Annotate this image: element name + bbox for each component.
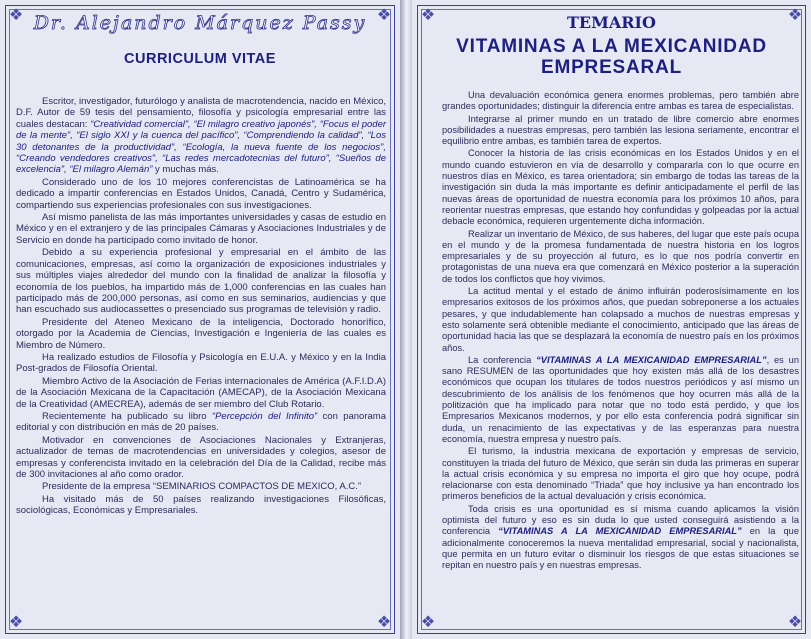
corner-ornament-icon: ❖	[376, 7, 392, 24]
cv-paragraph	[16, 411, 386, 434]
temario-paragraph: Conocer la historia de las crisis económicas en los Estados Unidos y en el mundo cuando estuvieron en vía de desarrollo y compararla con lo que ocurre en nuestros días en México, es tarea orientadora; sin embargo de todas las tareas de la investigación sin duda la más importante es definir anticipadamente el perfil de las nuevas áreas de oportunidad de nuestra economía para los próximos 10 años, para reorientar nuestras empresas, que estando hoy confundidas y golpeadas por la actual debacle económica, requieren urgentemente dicha información.	[442, 148, 799, 227]
temario-body	[442, 90, 799, 572]
cv-paragraph: Debido a su experiencia profesional y empresarial en el ámbito de las comunicaciones, empresas, así como la organización de exposiciones industriales y sus múltiples viajes alrededor del mundo con la finalidad de analizar la filosofía y economía de los pueblos, ha impartido más de 1,000 conferencias en las cuales han participado más de 200,000 personas, así como en sus seminarios, audiencias y que han escuchado sus audiocassettes o presenciado sus programas de televisión y radio.	[16, 247, 386, 316]
corner-ornament-icon: ❖	[8, 614, 24, 631]
cv-paragraph: Miembro Activo de la Asociación de Ferias internacionales de América (A.F.I.D.A) de la Asociación Mexicana de la Capacitación (AMECAP), de la Asociación Mexicana de la Creatividad (AMECREA), además de ser miembro del Club Rotario.	[16, 375, 386, 410]
temario-paragraph	[442, 355, 799, 445]
page-fold	[400, 0, 412, 639]
corner-ornament-icon: ❖	[8, 7, 24, 24]
cv-book-title: “Percepción del Infinito”	[211, 410, 318, 422]
temario-label: TEMARIO	[567, 13, 656, 32]
conference-title	[412, 36, 811, 78]
cv-intro-end: y muchas más.	[152, 164, 219, 176]
cv-paragraph: Así mismo panelista de las más importantes universidades y casas de estudio en México y en el extranjero y de las principales Cámaras y Asociaciones Industriales y de Servicio en donde ha participado como invitado de honor.	[16, 212, 386, 246]
cv-body	[16, 96, 386, 518]
p6-end: , es un sano RESUMEN de las oportunidades que hoy existen más allá de los desastres económicos que ocupan los titulares de todos nuestros periódicos y así mismo un descubrimiento de los análisis de los fenómenos que hoy ocurren más allá de la politización que ha implicado para notar que no todo está perdido, y que los Empresarios Mexicanos modernos, y por ello esta conferencia podrá significar sin duda, un renacimiento de las expectativas y de las esperanzas para nuestra economía, nuestra empresa y nuestro país.	[442, 354, 799, 444]
p8-intro: Toda crisis es una oportunidad es sí misma cuando aplicamos la visión optimista del futuro y eso es sin duda lo que usted conseguirá asistiendo a la conferencia	[442, 503, 799, 537]
left-page	[0, 0, 400, 639]
temario-paragraph: Realizar un inventario de México, de sus haberes, del lugar que este país ocupa en el mundo y de la promesa fundamentada de nuestra historia en los logros empresariales y de su proyección al futuro, es lo que nos podría convertir en protagonistas de una nueva era que comenzará en México posterior a la superación de todos los conflictos que hoy vivimos.	[442, 228, 799, 284]
right-page	[412, 0, 811, 639]
temario-paragraph: La actitud mental y el estado de ánimo influirán poderosísimamente en los empresarios exitosos de los próximos años, que puedan sobreponerse a los actuales pesares, y que indudablemente han colapsado a muchos de nuestras empresas y esto solamente será obtenible mediante el conocimiento, anticipado que las áreas de oportunidad hacia las que se desplazará la economía de nuestro país en los próximos años.	[442, 286, 799, 353]
conference-title-line2: EMPRESARAL	[540, 57, 682, 78]
corner-ornament-icon: ❖	[376, 614, 392, 631]
temario-paragraph	[442, 504, 799, 572]
p6-conference-title: “VITAMINAS A LA MEXICANIDAD EMPRESARIAL”	[536, 354, 767, 365]
cv-book-end: con panorama editorial y con distribución en más de 20 países.	[16, 410, 386, 434]
p8-end: en la que adicionalmente conoceremos la nueva mentalidad empresarial, social y nacionalista, que permita en un futuro evitar o disminuir los riesgos de que estas situaciones se repitan en nuestro país y en nuestras empresas.	[442, 526, 799, 571]
corner-ornament-icon: ❖	[420, 614, 436, 631]
temario-paragraph: El turismo, la industria mexicana de exportación y empresas de servicio, constituyen la triada del futuro de México, que serán sin duda las primeras en superar la actual crisis económica y su empresa no importa el giro que hoy ocupe, podrá relacionarse con esta denominado “Triada” que hoy inclusive ya han encontrado los primeros beneficios de la actual devaluación y crisis económica.	[442, 446, 799, 502]
cv-intro-text: Escritor, investigador, futurólogo y analista de macrotendencia, nacido en México, D.F. Autor de 59 tesis del pensamiento, filosofía y psicología empresarial entre las cuales destacan:	[16, 96, 386, 130]
author-name: Dr. Alejandro Márquez Passy	[33, 12, 367, 34]
p6-intro: La conferencia	[468, 354, 537, 365]
cv-paragraph: Presidente del Ateneo Mexicano de la inteligencia, Doctorado honorífico, otorgado por la Academia de Ciencias, Investigación e Ingeniería de las cuales es Miembro de Número.	[16, 316, 386, 351]
cv-works-list: “Creatividad comercial”, “El milagro creativo japonés”, “Focus el poder de la mente”, “El siglo XXI y la cuenca del pacífico”, “Comprendiendo la calidad”, “Los 30 detonantes de la productividad”, “Ecología, la nueva fuente de los negocios”, “Creando vendedores creativos”, “Las redes mercadotecnias del futuro”, “Sueños de excelencia”, “El milagro Alemán”	[16, 118, 387, 176]
cv-book-intro: Recientemente ha publicado su libro	[42, 410, 212, 422]
conference-title-line1: VITAMINAS A LA MEXICANIDAD	[456, 36, 767, 57]
corner-ornament-icon: ❖	[787, 614, 803, 631]
cv-paragraph: Ha visitado más de 50 países realizando investigaciones Filosóficas, sociológicas, Económicas y Empresariales.	[16, 493, 386, 517]
temario-paragraph: Integrarse al primer mundo en un tratado de libre comercio abre enormes posibilidades a nuestras empresas, pero también las lesiona seriamente, encontrar el equilibrio entre ambas, es también tarea de expertos.	[442, 113, 799, 147]
cv-paragraph: Motivador en convenciones de Asociaciones Nacionales y Extranjeras, actualizador de temas de macrotendencias en universidades y colegios, asesor de empresas y conferencista invitado en la celebración del Día de la Calidad, recibe más de 300 invitaciones al año como orador.	[16, 434, 386, 480]
p8-conference-title: “VITAMINAS A LA MEXICANIDAD EMPRESARIAL”	[498, 526, 742, 537]
cv-paragraph: Presidente de la empresa “SEMINARIOS COMPACTOS DE MEXICO, A.C.”	[42, 481, 362, 493]
corner-ornament-icon: ❖	[787, 7, 803, 24]
cv-paragraph	[16, 96, 386, 176]
temario-paragraph: Una devaluación económica genera enormes problemas, pero también abre grandes oportunidades; distinguir la diferencia entre ambas es tarea de especialistas.	[442, 90, 799, 112]
cv-paragraph: Ha realizado estudios de Filosofía y Psicología en E.U.A. y México y en la India Post-grados de Filosofía Oriental.	[16, 351, 386, 375]
corner-ornament-icon: ❖	[420, 7, 436, 24]
cv-paragraph: Considerado uno de los 10 mejores conferencistas de Latinoamérica se ha dedicado a impartir conferencias en Estados Unidos, Canadá, Centro y Sudamérica, compartiendo sus experiencias profesionales con sus investigaciones.	[16, 176, 386, 211]
cv-heading: CURRICULUM VITAE	[124, 51, 276, 67]
